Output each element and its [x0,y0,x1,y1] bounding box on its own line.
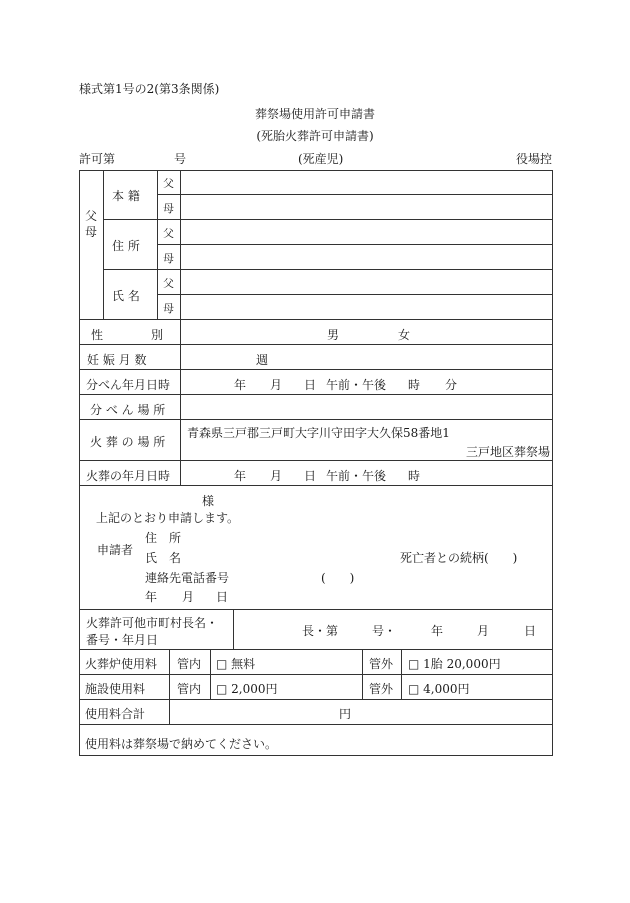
delivery-ampm: 午前・午後 [326,378,387,392]
phone-paren: ( ) [321,571,355,585]
total-fee-unit: 円 [339,707,352,721]
furnace-fee-outside-checkbox[interactable]: □ 1胎 20,000円 [408,657,501,671]
parents-group-label: 父母 [84,209,97,239]
cremation-place-label: 火 葬 の 場 所 [90,435,166,449]
office-copy-label: 役場控 [516,152,553,166]
delivery-year: 年 [234,378,247,392]
cremation-ampm: 午前・午後 [326,469,387,483]
delivery-place-field[interactable] [181,395,552,418]
applicant-name-label: 氏 名 [145,551,182,565]
payment-note: 使用料は葬祭場で納めてください。 [85,737,278,751]
delivery-place-label: 分 べ ん 場 所 [90,403,166,417]
other-permit-go: 号・ [372,624,397,638]
address-mother-field[interactable] [181,245,552,268]
sex-label: 性 別 [91,328,164,342]
delivery-month: 月 [270,378,283,392]
address-father-field[interactable] [181,220,552,243]
relation-label: 死亡者との続柄( ) [400,551,518,565]
addressee-sama: 様 [202,494,215,508]
cremation-month: 月 [270,469,283,483]
facility-fee-outside-checkbox[interactable]: □ 4,000円 [408,682,470,696]
sex-female-option[interactable]: 女 [398,328,411,342]
delivery-datetime-label: 分べん年月日時 [86,378,171,392]
stillborn-label: (死産児) [298,152,344,166]
permit-number-suffix: 号 [174,152,187,166]
name-mother: 母 [163,302,174,315]
other-permit-cho-dai: 長・第 [302,624,339,638]
phone-label: 連絡先電話番号 [145,571,230,585]
pregnancy-unit: 週 [256,353,269,367]
honseki-label: 本 籍 [112,189,140,203]
cremation-year: 年 [234,469,247,483]
other-permit-month: 月 [477,624,490,638]
address-mother: 母 [163,252,174,265]
name-label: 氏 名 [112,289,140,303]
furnace-fee-label: 火葬炉使用料 [85,657,158,671]
application-month: 月 [182,590,195,604]
sex-male-option[interactable]: 男 [327,328,340,342]
address-label: 住 所 [112,239,140,253]
other-permit-label-1: 火葬許可他市町村長名・ [86,616,219,630]
cremation-facility-name: 三戸地区葬祭場 [466,445,551,459]
total-fee-field[interactable] [170,700,552,723]
form-reference: 様式第1号の2(第3条関係) [79,82,220,96]
other-permit-label-2: 番号・年月日 [86,633,159,647]
cremation-hour: 時 [408,469,421,483]
delivery-minute: 分 [445,378,458,392]
cremation-day: 日 [304,469,317,483]
facility-fee-inside-label: 管内 [177,682,202,696]
name-father-field[interactable] [181,270,552,293]
cremation-datetime-label: 火葬の年月日時 [86,469,171,483]
delivery-day: 日 [304,378,317,392]
total-fee-label: 使用料合計 [85,707,146,721]
facility-fee-label: 施設使用料 [85,682,146,696]
delivery-hour: 時 [408,378,421,392]
pregnancy-label: 妊 娠 月 数 [87,353,147,367]
other-permit-year: 年 [431,624,444,638]
honseki-mother-field[interactable] [181,195,552,218]
honseki-father-field[interactable] [181,171,552,193]
form-title: 葬祭場使用許可申請書 [254,107,375,121]
furnace-fee-inside-checkbox[interactable]: □ 無料 [216,657,256,671]
application-statement: 上記のとおり申請します。 [96,511,240,525]
applicant-address-label: 住 所 [145,531,182,545]
furnace-fee-outside-label: 管外 [369,657,394,671]
address-father: 父 [163,227,174,240]
honseki-mother: 母 [163,202,174,215]
name-father: 父 [163,277,174,290]
cremation-place-address: 青森県三戸郡三戸町大字川守田字大久保58番地1 [187,426,450,440]
furnace-fee-inside-label: 管内 [177,657,202,671]
other-permit-day: 日 [524,624,537,638]
permit-number-label: 許可第 [79,152,116,166]
name-mother-field[interactable] [181,295,552,318]
application-year: 年 [145,590,158,604]
facility-fee-outside-label: 管外 [369,682,394,696]
honseki-father: 父 [163,177,174,190]
form-subtitle: (死胎火葬許可申請書) [256,129,374,143]
facility-fee-inside-checkbox[interactable]: □ 2,000円 [216,682,278,696]
application-day: 日 [216,590,229,604]
applicant-label: 申請者 [97,543,134,557]
